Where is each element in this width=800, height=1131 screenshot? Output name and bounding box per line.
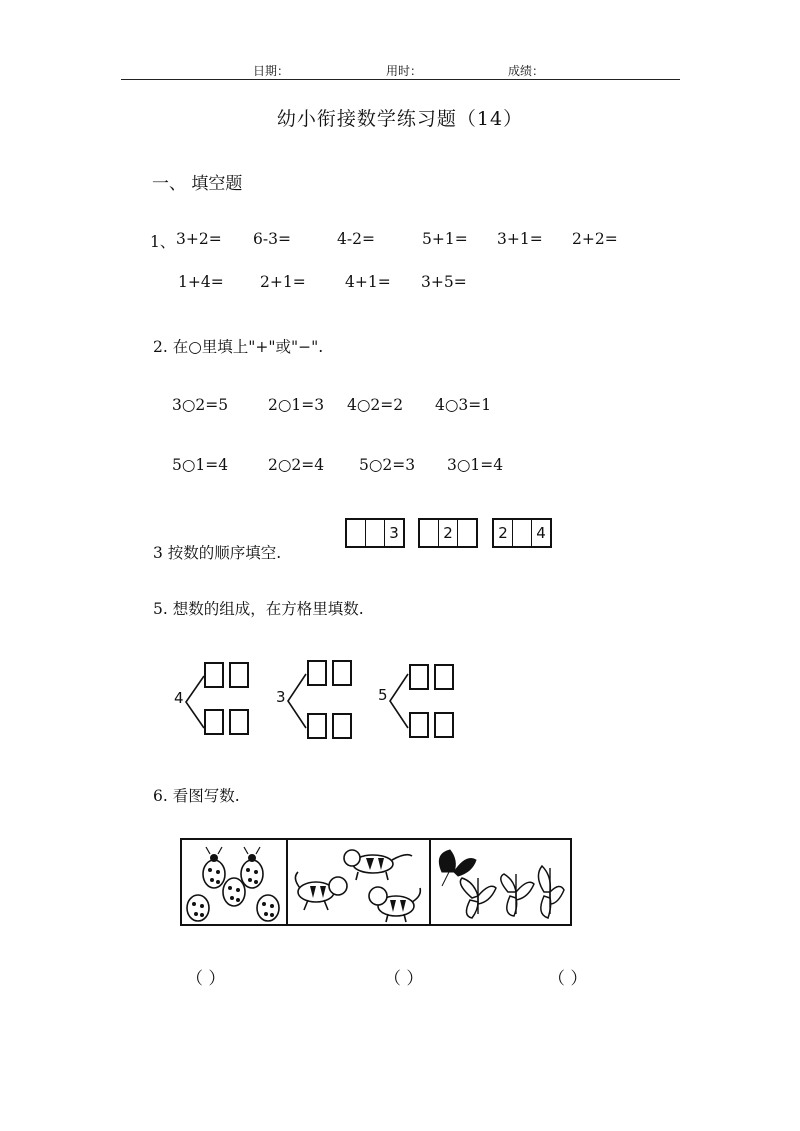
time-label: 用时： [386, 64, 423, 78]
sequence-cell[interactable] [420, 520, 439, 546]
number-decomposition [376, 656, 466, 746]
panel-divider [429, 840, 431, 924]
q2-equation: 3○2=5 [172, 396, 229, 414]
q1-equation: 2+2= [572, 230, 618, 248]
sequence-cell[interactable] [458, 520, 476, 546]
answer-box[interactable] [229, 662, 249, 688]
decomp-number: 4 [174, 689, 184, 707]
answer-box[interactable] [409, 712, 429, 738]
q2-equation: 4○3=1 [435, 396, 492, 414]
q1-prefix: 1、 [150, 233, 176, 251]
butterfly-icon [432, 842, 570, 924]
answer-box[interactable] [204, 662, 224, 688]
sequence-box [345, 518, 405, 548]
sequence-cell[interactable]: 2 [494, 520, 513, 546]
answer-box[interactable] [332, 713, 352, 739]
q1-equation: 2+1= [260, 273, 306, 291]
sequence-box [492, 518, 552, 548]
answer-box[interactable] [409, 664, 429, 690]
header-divider [121, 79, 680, 80]
section-heading: 一、 填空题 [152, 174, 243, 194]
q1-equation: 3+2= [176, 230, 222, 248]
answer-box[interactable] [307, 713, 327, 739]
answer-box[interactable] [229, 709, 249, 735]
cat-icon [288, 842, 428, 924]
q1-equation: 3+1= [497, 230, 543, 248]
number-decomposition [172, 656, 262, 746]
q1-equation: 6-3= [253, 230, 291, 248]
picture-panel [180, 838, 572, 926]
q2-equation: 3○1=4 [447, 456, 504, 474]
sequence-cell[interactable]: 4 [536, 524, 546, 542]
q3-prompt: 3 按数的顺序填空. [153, 544, 282, 562]
q2-equation: 2○2=4 [268, 456, 325, 474]
q2-equation: 5○1=4 [172, 456, 229, 474]
decomp-number: 3 [276, 688, 286, 706]
page-title: 幼小衔接数学练习题（14） [276, 108, 524, 130]
answer-box[interactable] [307, 660, 327, 686]
sequence-cell[interactable] [347, 520, 366, 546]
sequence-cell[interactable] [513, 520, 532, 546]
date-label: 日期： [253, 64, 290, 78]
q1-equation: 5+1= [422, 230, 468, 248]
q1-equation: 4+1= [345, 273, 391, 291]
q1-equation: 1+4= [178, 273, 224, 291]
q2-prompt: 2. 在○里填上"+"或"−". [153, 338, 324, 356]
q1-equation: 3+5= [421, 273, 467, 291]
score-label: 成绩： [508, 64, 545, 78]
sequence-cell[interactable]: 3 [389, 524, 399, 542]
ladybug-icon [184, 842, 284, 924]
number-decomposition [274, 652, 364, 742]
q2-equation: 4○2=2 [347, 396, 404, 414]
q2-equation: 5○2=3 [359, 456, 416, 474]
decomp-number: 5 [378, 686, 388, 704]
answer-box[interactable] [434, 664, 454, 690]
q5-prompt: 5. 想数的组成，在方格里填数. [153, 600, 364, 618]
q2-equation: 2○1=3 [268, 396, 325, 414]
q1-equation: 4-2= [337, 230, 375, 248]
answer-box[interactable] [434, 712, 454, 738]
answer-blank[interactable]: （ ） [384, 969, 424, 989]
sequence-cell[interactable]: 2 [439, 520, 458, 546]
answer-box[interactable] [204, 709, 224, 735]
sequence-box [418, 518, 478, 548]
answer-blank[interactable]: （ ） [186, 969, 226, 989]
q6-prompt: 6. 看图写数. [153, 787, 240, 805]
answer-blank[interactable]: （ ） [548, 969, 588, 989]
answer-box[interactable] [332, 660, 352, 686]
sequence-cell[interactable] [366, 520, 385, 546]
